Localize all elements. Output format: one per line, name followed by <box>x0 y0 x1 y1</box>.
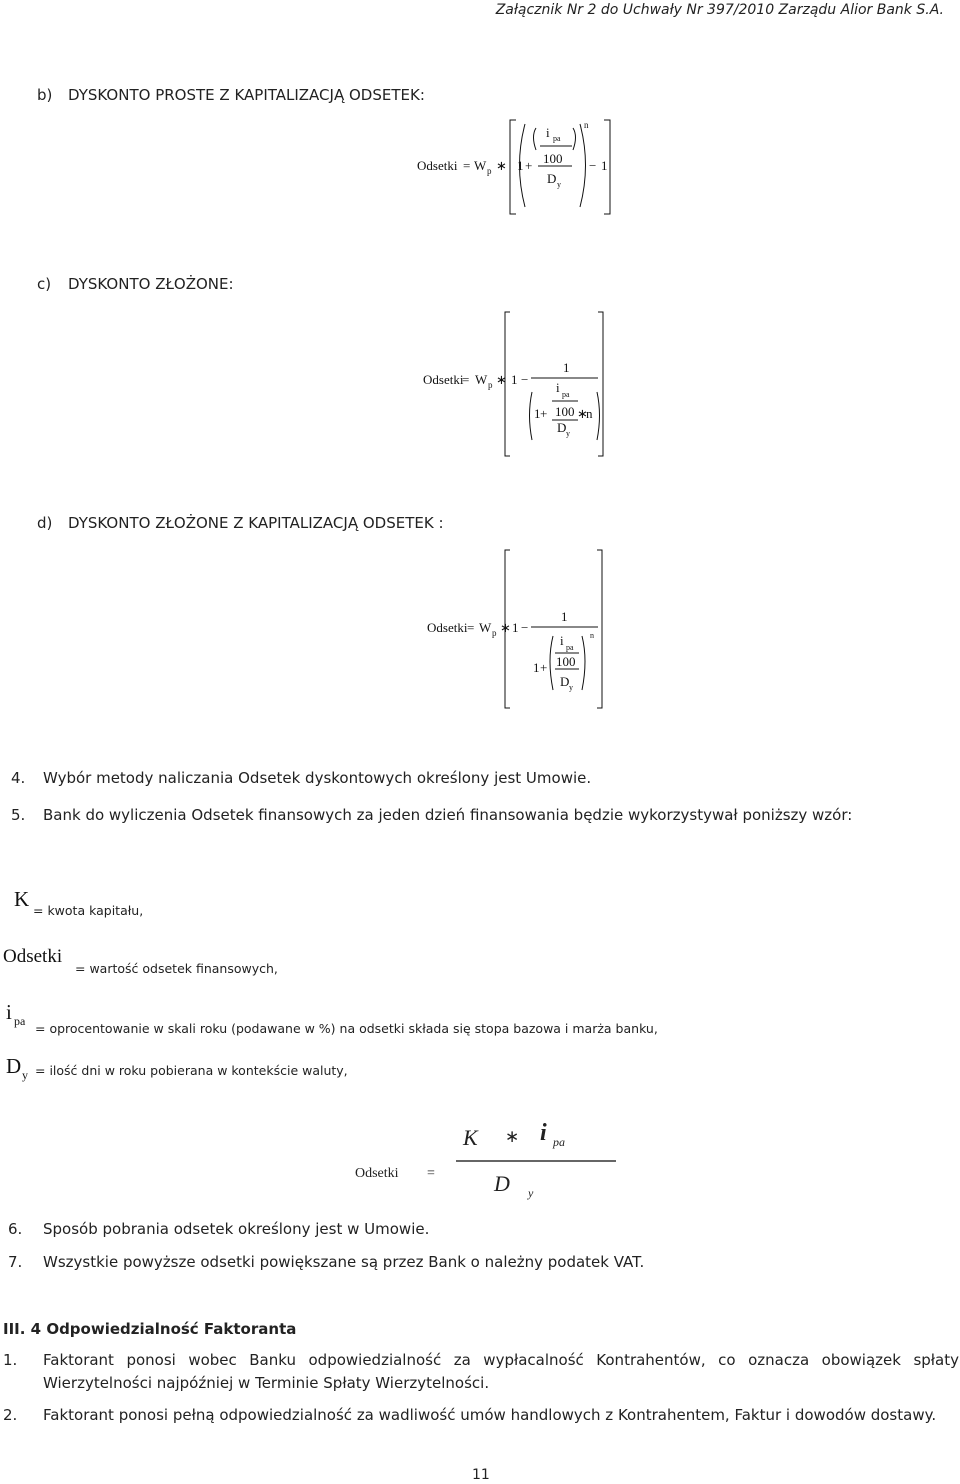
formula-d-n: n <box>590 631 594 640</box>
section-3-p2-num: 2. <box>3 1406 18 1424</box>
item-6-text: Sposób pobrania odsetek określony jest w Umowie. <box>43 1220 430 1238</box>
item-7-text: Wszystkie powyższe odsetki powiększane są przez Bank o należny podatek VAT. <box>43 1253 645 1271</box>
formula-b-D: D <box>547 171 557 186</box>
formula-c-p: p <box>488 380 493 390</box>
formula-d-minus: − <box>521 620 529 635</box>
formula-c-star2: ∗ <box>577 406 588 421</box>
item-4-num: 4. <box>11 769 26 787</box>
formula-d-i: i <box>560 633 564 648</box>
formula-b-eq: = <box>463 158 471 173</box>
section-b-marker: b) <box>37 86 53 104</box>
formula-c-num1: 1 <box>563 360 570 375</box>
formula-c-minus: − <box>521 372 529 387</box>
formula-d-star: ∗ <box>500 620 511 635</box>
formula-d-one3: 1 <box>533 660 540 675</box>
img-formula-odsetki: Odsetki <box>355 1166 399 1181</box>
formula-d-eq: = <box>467 620 475 635</box>
img-formula-i: i <box>540 1120 547 1146</box>
formula-d-p: p <box>492 628 497 638</box>
def-D-symbol: D <box>6 1054 22 1078</box>
section-3-p2-text: Faktorant ponosi pełną odpowiedzialność za wadliwość umów handlowych z Kontrahentem, Faktur i dowodów dostawy. <box>43 1406 937 1424</box>
formula-b-one2: 1 <box>601 158 608 173</box>
formula-b-plus: + <box>525 158 533 173</box>
section-d-title: DYSKONTO ZŁOŻONE Z KAPITALIZACJĄ ODSETEK : <box>68 514 444 532</box>
img-formula-eq: = <box>427 1166 435 1181</box>
formula-c-star: ∗ <box>496 372 507 387</box>
def-K-text: = kwota kapitału, <box>33 903 144 918</box>
page-number: 11 <box>472 1467 490 1483</box>
def-D-sub: y <box>22 1068 28 1082</box>
section-3-p1-text: Faktorant ponosi wobec Banku odpowiedzialność za wypłacalność Kontrahentów, co oznacza obowiązek spłaty Wierzytelności najpóźniej w Terminie Spłaty Wierzytelności. <box>43 1351 959 1392</box>
formula-d-num1: 1 <box>561 609 568 624</box>
formula-d-pa: pa <box>566 643 574 652</box>
def-i-symbol: i <box>6 1000 12 1024</box>
formula-c-i: i <box>556 380 560 395</box>
formula-b-W: W <box>474 158 487 173</box>
section-b-title: DYSKONTO PROSTE Z KAPITALIZACJĄ ODSETEK: <box>68 86 425 104</box>
formula-c-D: D <box>557 420 567 435</box>
def-i-sub: pa <box>14 1014 26 1028</box>
formula-c-one: 1 <box>511 372 518 387</box>
def-K-symbol: K <box>14 887 30 911</box>
document-header: Załącznik Nr 2 do Uchwały Nr 397/2010 Zarządu Alior Bank S.A. <box>495 2 944 18</box>
img-formula-K: K <box>463 1125 478 1150</box>
def-i-text: = oprocentowanie w skali roku (podawane w %) na odsetki składa się stopa bazowa i marża banku, <box>35 1021 658 1036</box>
section-3-p1-num: 1. <box>3 1351 18 1369</box>
formula-c-odsetki: Odsetki <box>423 372 464 387</box>
formula-c-100: 100 <box>555 404 575 419</box>
formula-b-i: i <box>546 125 550 140</box>
formula-d-100: 100 <box>556 654 576 669</box>
formula-d-odsetki: Odsetki <box>427 620 468 635</box>
formula-d-y: y <box>569 683 573 692</box>
formula-c-one3: 1 <box>534 406 541 421</box>
formula-c-W: W <box>475 372 488 387</box>
formula-c-y: y <box>566 429 570 438</box>
formula-b-p: p <box>487 166 492 176</box>
img-formula-pa: pa <box>553 1135 565 1149</box>
section-3-title: III. 4 Odpowiedzialność Faktoranta <box>3 1320 297 1338</box>
formula-b-100: 100 <box>543 151 563 166</box>
section-c-marker: c) <box>37 275 52 293</box>
section-d-marker: d) <box>37 514 53 532</box>
formula-c-plus: + <box>540 406 548 421</box>
section-c-title: DYSKONTO ZŁOŻONE: <box>68 275 234 293</box>
item-5-num: 5. <box>11 806 26 824</box>
def-odsetki-symbol: Odsetki <box>3 946 63 967</box>
img-formula-D: D <box>494 1171 510 1196</box>
formula-c-n: n <box>586 406 593 421</box>
formula-d-W: W <box>479 620 492 635</box>
formula-b-pa: pa <box>553 134 561 143</box>
item-6-num: 6. <box>8 1220 23 1238</box>
def-odsetki-text: = wartość odsetek finansowych, <box>75 961 278 976</box>
item-4-text: Wybór metody naliczania Odsetek dyskontowych określony jest Umowie. <box>43 769 592 787</box>
formula-d-D: D <box>560 674 570 689</box>
formula-d-plus: + <box>540 660 548 675</box>
formula-b-one: 1 <box>517 158 524 173</box>
item-7-num: 7. <box>8 1253 23 1271</box>
formula-b-y: y <box>557 180 561 189</box>
img-formula-y: y <box>528 1186 534 1200</box>
formula-c-eq: = <box>462 372 470 387</box>
formula-b-group <box>417 120 608 189</box>
formula-b-star: ∗ <box>496 158 507 173</box>
item-5-text: Bank do wyliczenia Odsetek finansowych za jeden dzień finansowania będzie wykorzystywał poniższy wzór: <box>43 806 853 824</box>
formula-c-pa: pa <box>562 390 570 399</box>
formula-b-minus: − <box>589 158 597 173</box>
formula-b-odsetki: Odsetki <box>417 158 458 173</box>
formula-b-n: n <box>584 120 589 130</box>
img-formula-star: ∗ <box>505 1127 520 1146</box>
formula-d-one: 1 <box>512 620 519 635</box>
def-D-text: = ilość dni w roku pobierana w kontekście waluty, <box>35 1063 348 1078</box>
